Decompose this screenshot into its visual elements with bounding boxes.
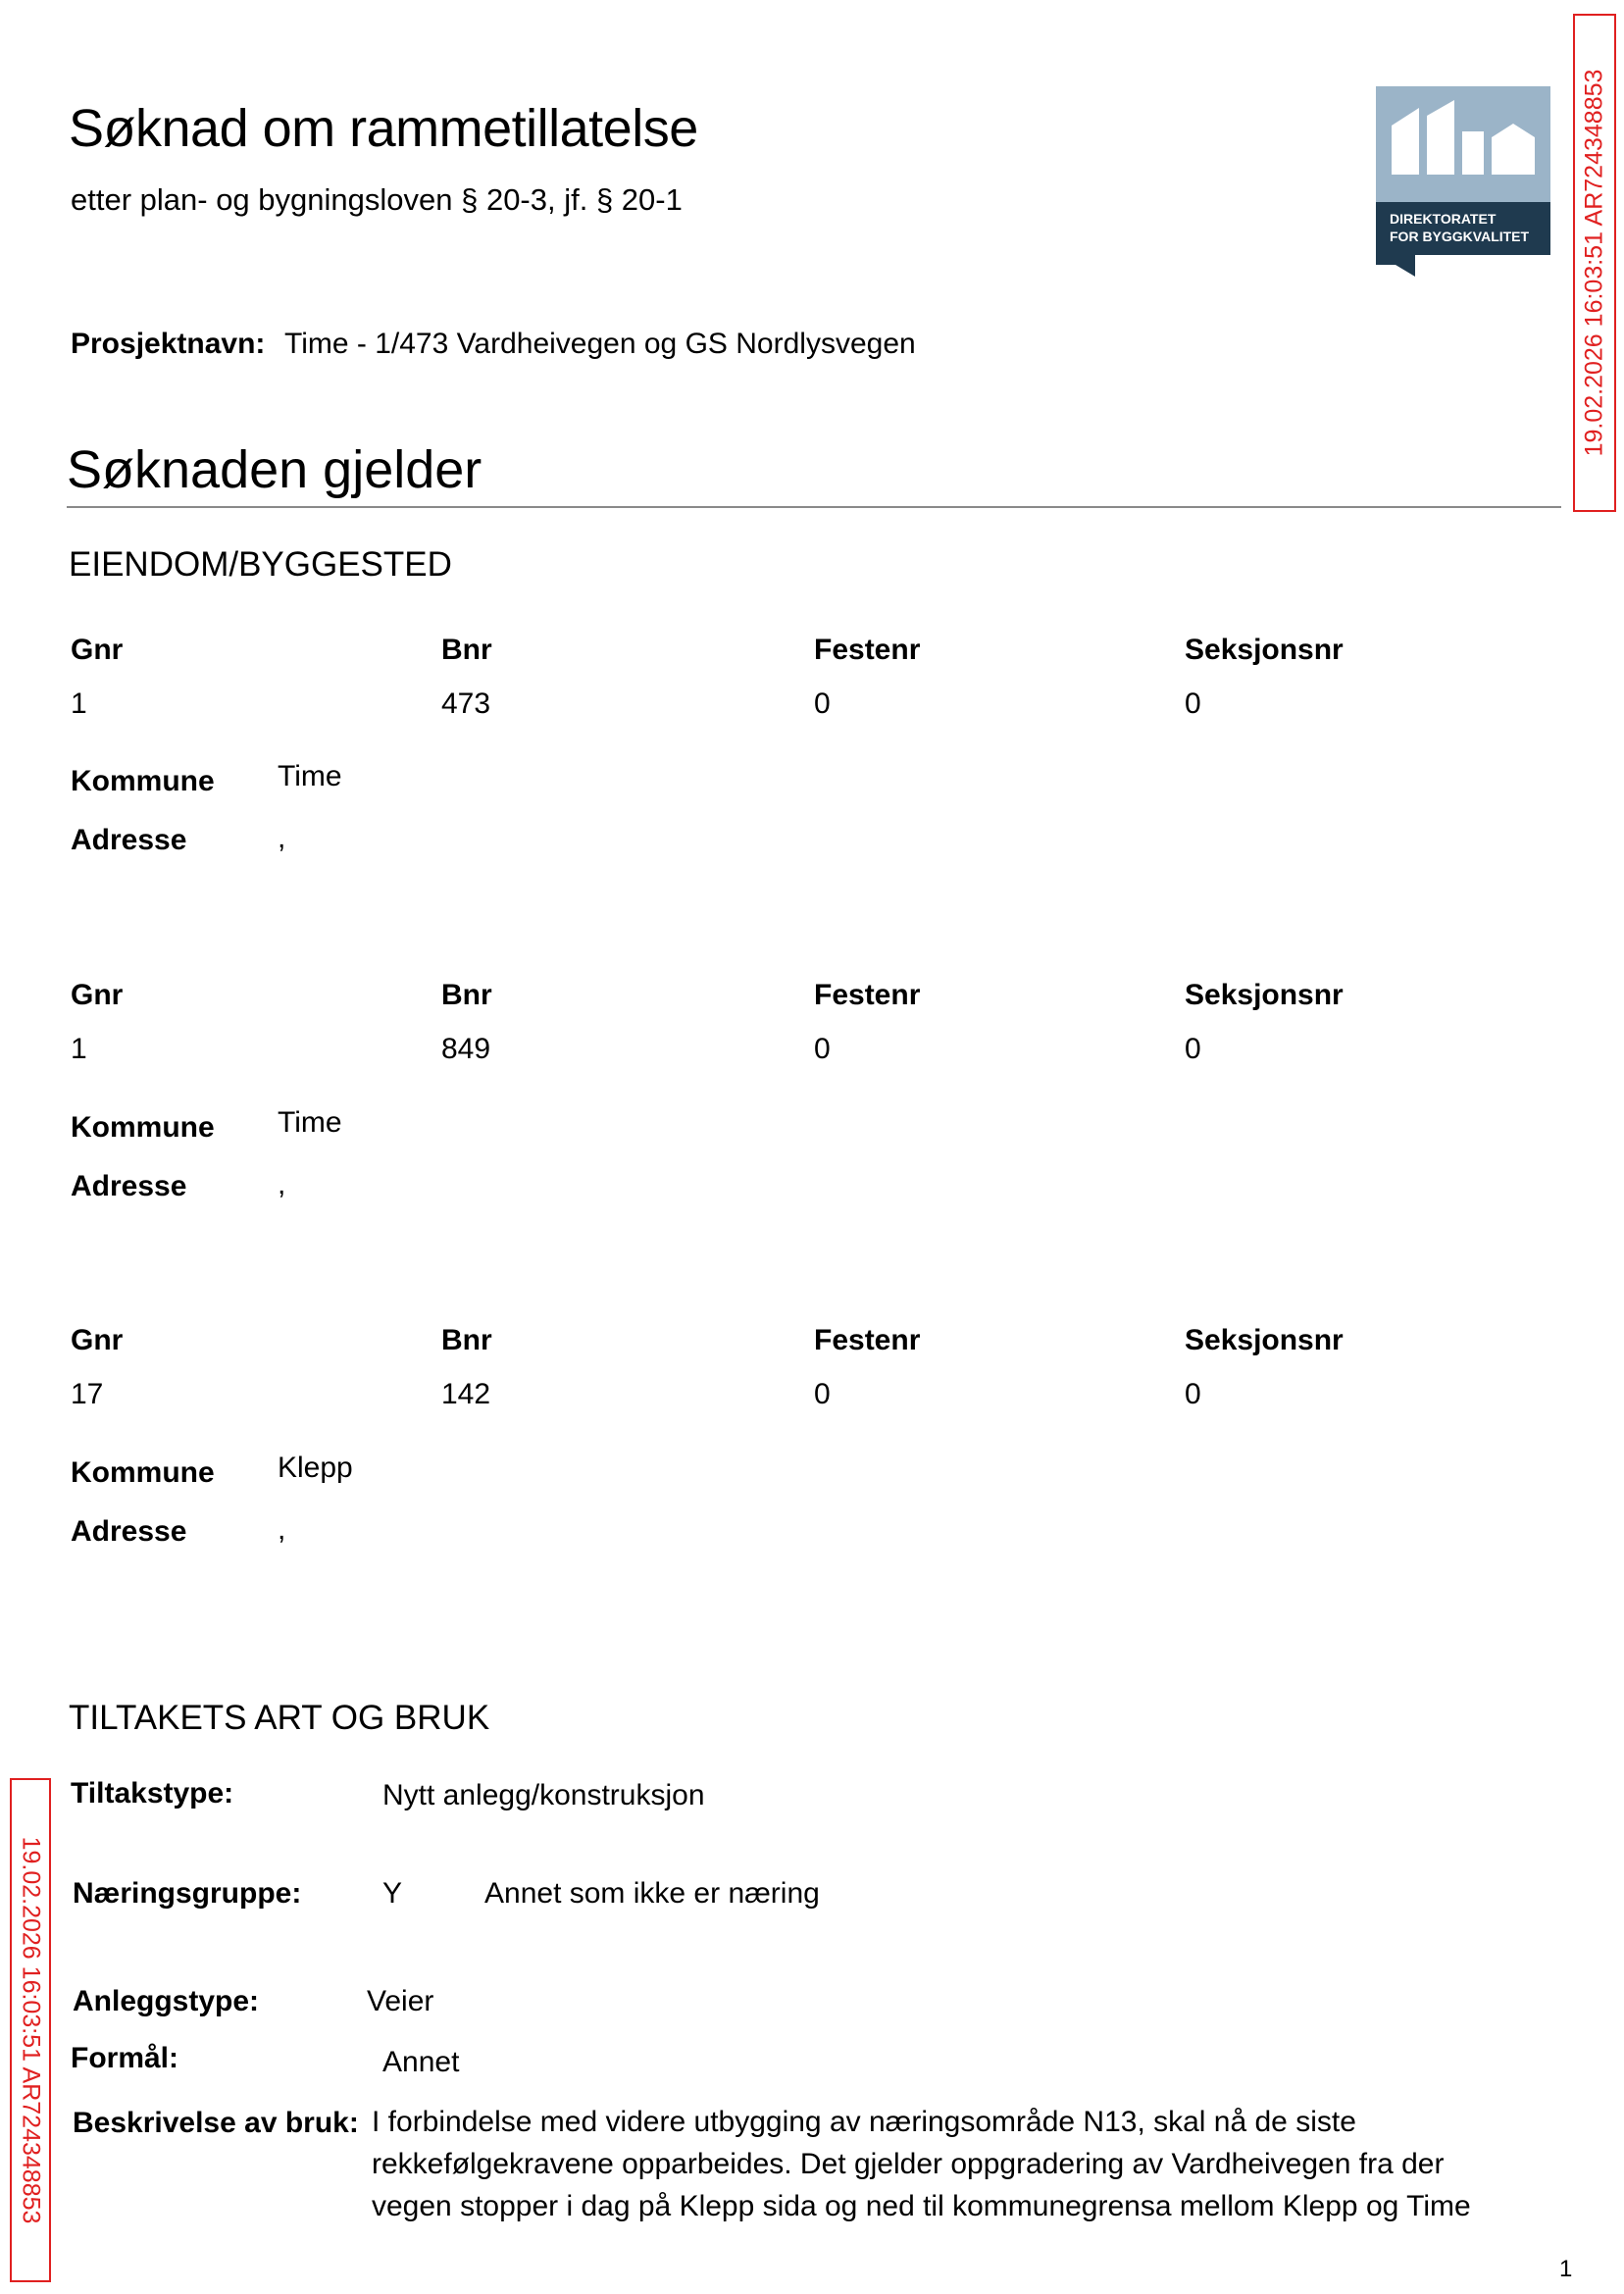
stamp-text: 19.02.2026 16:03:51 AR724348853 bbox=[17, 1836, 45, 2224]
kommune-value: Time bbox=[278, 760, 342, 792]
logo-text-line1: DIREKTORATET bbox=[1390, 211, 1497, 227]
bnr-label: Bnr bbox=[441, 634, 492, 666]
adresse-value: , bbox=[278, 1168, 286, 1200]
adresse-label: Adresse bbox=[71, 1170, 187, 1202]
tiltakstype-label: Tiltakstype: bbox=[71, 1777, 234, 1810]
formal-label: Formål: bbox=[71, 2042, 179, 2074]
seksjonsnr-label: Seksjonsnr bbox=[1185, 1324, 1344, 1356]
timestamp-stamp-left bbox=[10, 1778, 51, 2282]
festenr-label: Festenr bbox=[814, 979, 921, 1011]
page-number: 1 bbox=[1559, 2256, 1573, 2282]
seksjonsnr-value: 0 bbox=[1185, 1033, 1201, 1065]
kommune-label: Kommune bbox=[71, 765, 215, 797]
gnr-label: Gnr bbox=[71, 634, 124, 666]
section-divider bbox=[67, 506, 1561, 508]
festenr-value: 0 bbox=[814, 688, 831, 720]
anleggstype-label: Anleggstype: bbox=[73, 1985, 260, 2017]
festenr-label: Festenr bbox=[814, 634, 921, 666]
project-name-label: Prosjektnavn: bbox=[71, 328, 266, 360]
beskrivelse-value: I forbindelse med videre utbygging av næringsområde N13, skal nå de siste rekkefølgekravene opparbeides. Det gjelder oppgradering av Vardheivegen fra der vegen stopper i dag på Klepp sida og ned til kommunegrensa mellom Klepp og Time bbox=[372, 2106, 1471, 2222]
bnr-value: 849 bbox=[441, 1033, 491, 1065]
document-subtitle: etter plan- og bygningsloven § 20-3, jf. § 20-1 bbox=[71, 182, 683, 217]
gnr-value: 17 bbox=[71, 1378, 104, 1410]
kommune-value: Klepp bbox=[278, 1452, 353, 1484]
section-title: Søknaden gjelder bbox=[67, 440, 482, 499]
kommune-label: Kommune bbox=[71, 1456, 215, 1489]
logo-text-line2: FOR BYGGKVALITET bbox=[1390, 229, 1530, 244]
festenr-label: Festenr bbox=[814, 1324, 921, 1356]
naeringsgruppe-label: Næringsgruppe: bbox=[73, 1877, 302, 1910]
gnr-label: Gnr bbox=[71, 979, 124, 1011]
project-name-value: Time - 1/473 Vardheivegen og GS Nordlysvegen bbox=[284, 328, 916, 360]
festenr-value: 0 bbox=[814, 1378, 831, 1410]
gnr-label: Gnr bbox=[71, 1324, 124, 1356]
tiltak-heading: TILTAKETS ART OG BRUK bbox=[69, 1699, 490, 1737]
dibk-logo bbox=[1376, 86, 1550, 277]
seksjonsnr-value: 0 bbox=[1185, 688, 1201, 720]
bnr-value: 473 bbox=[441, 688, 491, 720]
adresse-label: Adresse bbox=[71, 824, 187, 856]
tiltakstype-value: Nytt anlegg/konstruksjon bbox=[382, 1779, 705, 1811]
property-heading: EIENDOM/BYGGESTED bbox=[69, 545, 452, 584]
anleggstype-value: Veier bbox=[367, 1985, 434, 2017]
seksjonsnr-label: Seksjonsnr bbox=[1185, 979, 1344, 1011]
gnr-value: 1 bbox=[71, 688, 87, 720]
adresse-value: , bbox=[278, 822, 286, 854]
timestamp-stamp-top bbox=[1573, 14, 1616, 512]
festenr-value: 0 bbox=[814, 1033, 831, 1065]
seksjonsnr-value: 0 bbox=[1185, 1378, 1201, 1410]
kommune-label: Kommune bbox=[71, 1111, 215, 1144]
formal-value: Annet bbox=[382, 2046, 460, 2078]
stamp-text: 19.02.2026 16:03:51 AR724348853 bbox=[1580, 69, 1608, 457]
kommune-value: Time bbox=[278, 1106, 342, 1139]
naeringsgruppe-value: Annet som ikke er næring bbox=[484, 1877, 820, 1910]
bnr-label: Bnr bbox=[441, 979, 492, 1011]
seksjonsnr-label: Seksjonsnr bbox=[1185, 634, 1344, 666]
bnr-label: Bnr bbox=[441, 1324, 492, 1356]
adresse-label: Adresse bbox=[71, 1515, 187, 1548]
naeringsgruppe-code: Y bbox=[382, 1877, 403, 1910]
gnr-value: 1 bbox=[71, 1033, 87, 1065]
bnr-value: 142 bbox=[441, 1378, 491, 1410]
adresse-value: , bbox=[278, 1513, 286, 1546]
document-title: Søknad om rammetillatelse bbox=[69, 99, 698, 158]
beskrivelse-label: Beskrivelse av bruk: bbox=[73, 2107, 359, 2139]
dibk-logo-icon bbox=[1376, 86, 1550, 277]
